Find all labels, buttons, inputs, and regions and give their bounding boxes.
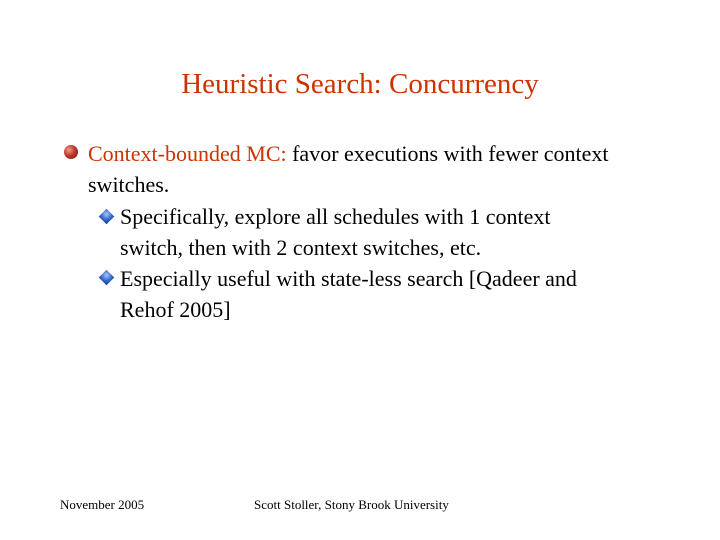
- slide-title: Heuristic Search: Concurrency: [181, 68, 539, 100]
- bullet-1-label: Context-bounded MC:: [88, 141, 287, 166]
- sub-bullet-1-line-2: switch, then with 2 context switches, etc.: [120, 235, 482, 260]
- bullet-1-text: favor executions with fewer context: [286, 141, 609, 166]
- footer-date: November 2005: [60, 497, 145, 512]
- sub-bullet-1-line-1: Specifically, explore all schedules with 1 context: [120, 204, 551, 229]
- bullet-1-line-2: switches.: [88, 172, 170, 197]
- bullet-1-line-1: [88, 138, 609, 169]
- footer-author: Scott Stoller, Stony Brook University: [254, 497, 449, 512]
- blue-diamond-bullet-icon: [99, 209, 115, 225]
- sub-bullet-2-line-2: Rehof 2005]: [120, 297, 231, 322]
- red-sphere-bullet-icon: [64, 145, 78, 159]
- sub-bullet-2-line-1: Especially useful with state-less search [Qadeer and: [120, 266, 577, 291]
- blue-diamond-bullet-icon: [99, 270, 115, 286]
